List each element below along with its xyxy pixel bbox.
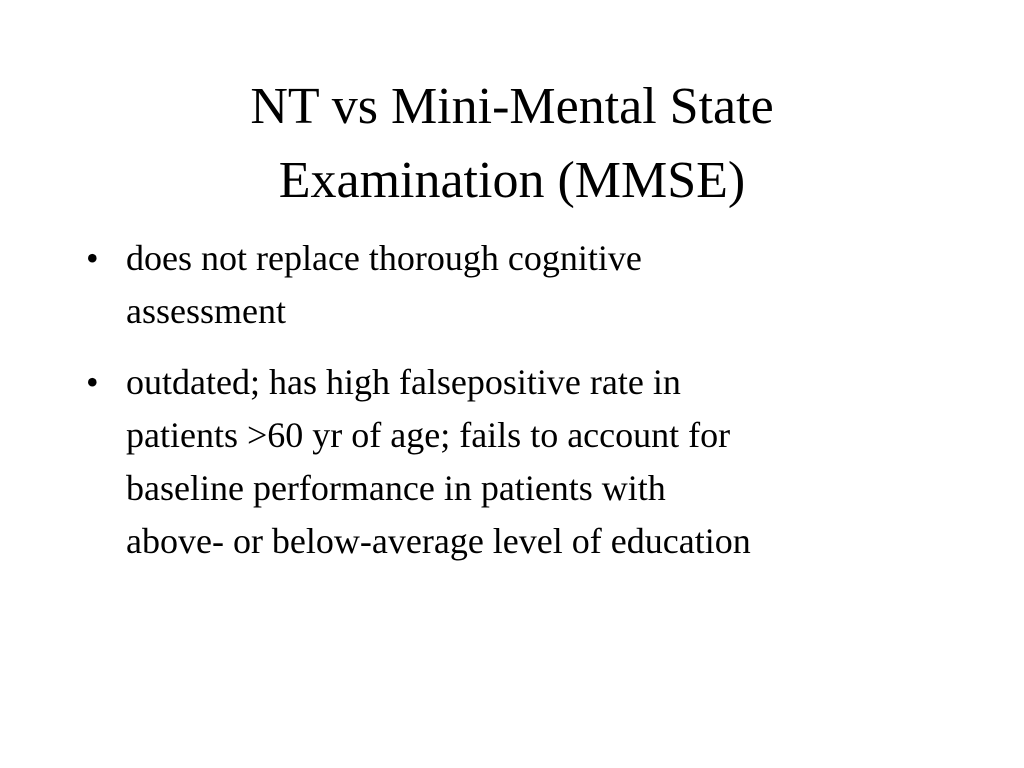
bullet-line: does not replace thorough cognitive	[126, 238, 642, 278]
title-line: NT vs Mini-Mental State	[250, 78, 774, 135]
bullet-line: above- or below-average level of education	[126, 521, 751, 561]
bullet-list	[86, 232, 946, 586]
bullet-line: baseline performance in patients with	[126, 468, 666, 508]
bullet-line: patients >60 yr of age; fails to account for	[126, 415, 731, 455]
bullet-marker: •	[86, 362, 99, 402]
title-line: Examination (MMSE)	[278, 152, 746, 209]
bullet-item	[86, 232, 946, 338]
bullet-line: assessment	[126, 291, 286, 331]
bullet-line: outdated; has high falsepositive rate in	[126, 362, 681, 402]
slide-title	[60, 70, 964, 218]
bullet-marker: •	[86, 238, 99, 278]
bullet-item	[86, 356, 946, 568]
